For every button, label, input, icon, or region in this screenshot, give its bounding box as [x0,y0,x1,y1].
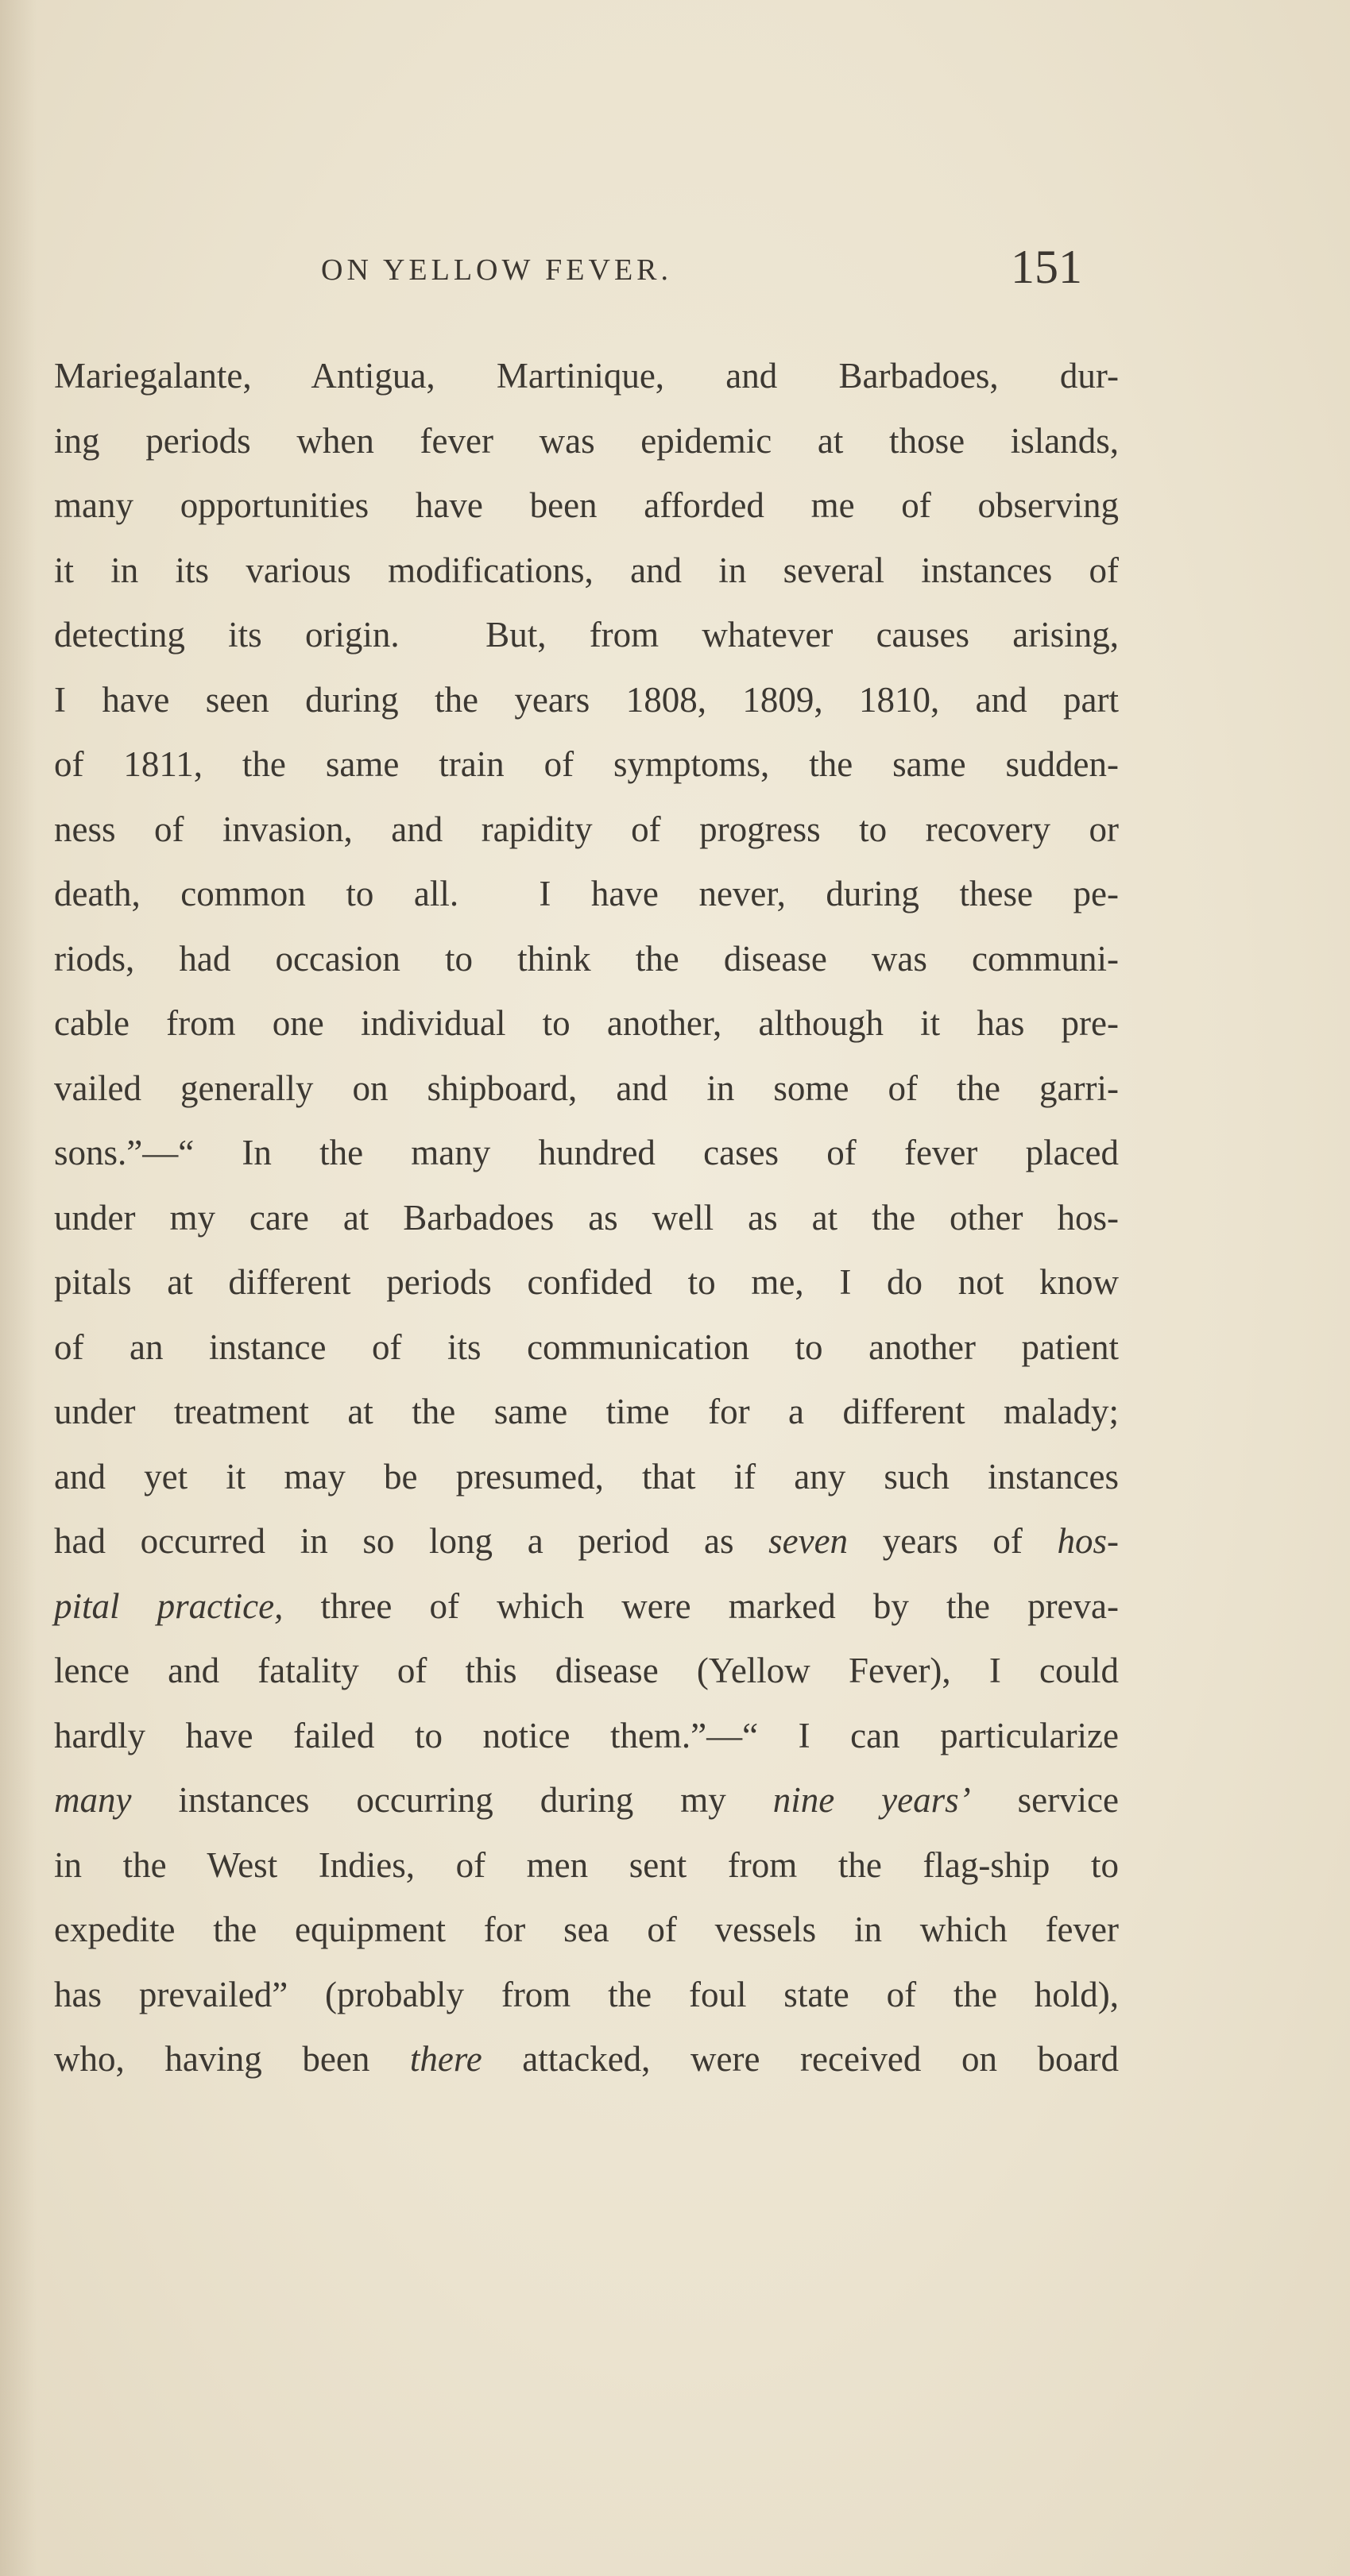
text-line [54,1060,1119,1126]
text-segment: pitals at different periods confided to me, I do not know [54,1262,1119,1302]
text-line [54,1902,1119,1967]
text-line [54,1967,1119,2032]
text-segment: of 1811, the same train of symptoms, the same sudden- [54,744,1119,784]
text-line [54,413,1119,478]
text-line [54,1319,1119,1385]
text-line [54,995,1119,1060]
text-segment: had occurred in so long a period as [54,1521,769,1561]
text-line [54,348,1119,413]
text-segment: years of [848,1521,1058,1561]
body-text [54,348,1119,2096]
text-line [54,607,1119,672]
text-segment: in the West Indies, of men sent from the flag-ship to [54,1844,1119,1885]
text-line [54,1190,1119,1255]
page-number: 151 [1011,241,1082,293]
text-line [54,1772,1119,1837]
text-segment: ing periods when fever was epidemic at those islands, [54,420,1119,461]
text-segment: lence and fatality of this disease (Yellow Fever), I could [54,1651,1119,1690]
text-segment: I have seen during the years 1808, 1809, 1810, and part [54,679,1119,720]
text-segment: vailed generally on shipboard, and in some of the garri- [54,1068,1119,1108]
running-head: ON YELLOW FEVER. [321,253,673,287]
text-line [54,866,1119,931]
text-line [54,1643,1119,1708]
text-segment: three of which were marked by the preva- [283,1585,1119,1626]
text-segment: many opportunities have been afforded me of observing [54,485,1119,525]
text-segment: instances occurring during my [131,1780,773,1820]
text-line [54,1254,1119,1319]
text-segment: ness of invasion, and rapidity of progress to recovery or [54,809,1119,849]
text-segment: attacked, were received on board [482,2039,1119,2079]
text-segment: it in its various modifications, and in several instances of [54,550,1119,590]
text-line [54,1125,1119,1190]
text-segment: death, common to all. I have never, during these pe- [54,874,1119,913]
text-segment: riods, had occasion to think the disease was communi- [54,938,1119,979]
text-segment: hardly have failed to notice them.”—“ I can particularize [54,1715,1119,1755]
text-line [54,477,1119,543]
text-line [54,1578,1119,1643]
text-line [54,672,1119,737]
text-segment: who, having been [54,2039,410,2079]
text-line [54,801,1119,867]
text-segment: has prevailed” (probably from the foul state of the hold), [54,1974,1119,2014]
italic-text-segment: seven [768,1521,849,1561]
text-segment: under my care at Barbadoes as well as at the other hos- [54,1197,1119,1238]
text-segment: under treatment at the same time for a different malady; [54,1392,1119,1431]
text-segment: of an instance of its communication to another patient [54,1327,1119,1367]
italic-text-segment: nine years’ [772,1780,971,1820]
text-segment: cable from one individual to another, although it has pre- [54,1003,1119,1043]
italic-text-segment: there [409,2039,482,2079]
text-line [54,931,1119,996]
text-line [54,1449,1119,1514]
spine-shadow [0,0,37,2576]
text-segment: service [970,1780,1119,1820]
italic-text-segment: pital practice, [54,1585,284,1626]
text-segment: expedite the equipment for sea of vessels in which fever [54,1910,1119,1949]
text-line [54,1513,1119,1578]
text-segment: and yet it may be presumed, that if any such instances [54,1456,1119,1497]
text-line [54,2031,1119,2096]
text-line [54,736,1119,801]
text-segment: detecting its origin. But, from whatever causes arising, [54,615,1119,655]
text-line [54,543,1119,608]
italic-text-segment: hos- [1057,1521,1119,1561]
text-segment: Mariegalante, Antigua, Martinique, and Barbadoes, dur- [54,356,1119,396]
text-segment: sons.”—“ In the many hundred cases of fever placed [54,1133,1119,1172]
text-line [54,1708,1119,1773]
italic-text-segment: many [54,1780,132,1820]
text-line [54,1384,1119,1449]
text-line [54,1837,1119,1902]
